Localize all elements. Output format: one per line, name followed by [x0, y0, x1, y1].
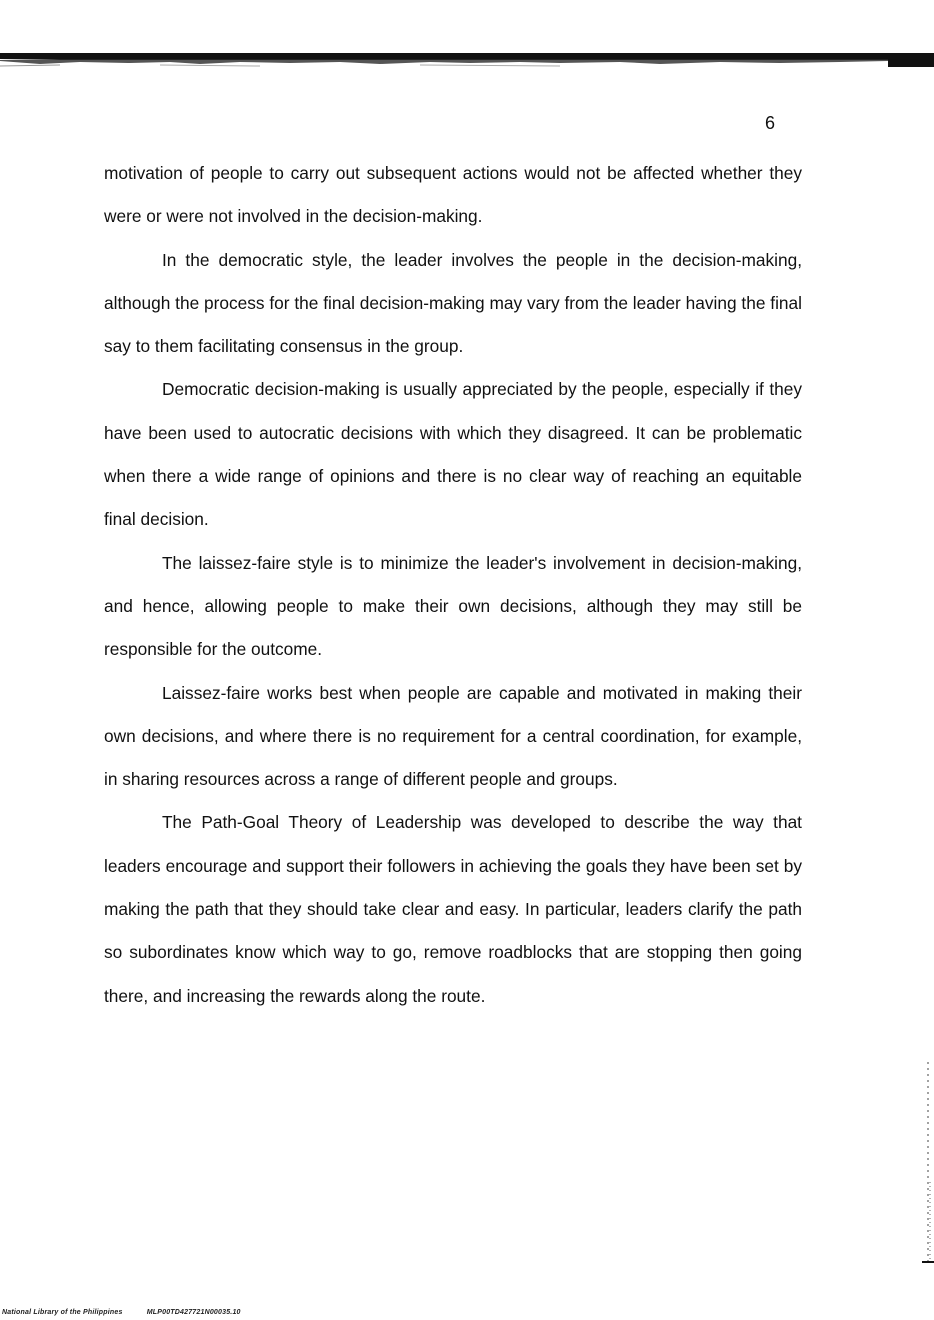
paragraph: The Path-Goal Theory of Leadership was developed to describe the way that leaders encourage and support their followers in achieving the goals they have been set by making the path that they should take clear and easy. In particular, leaders clarify the path so subordinates know which way to go, remove roadblocks that are stopping then going there, and increasing the rewards along the route.: [104, 812, 802, 1006]
scan-border-top: [0, 53, 934, 69]
footer-watermark: [2, 1309, 241, 1316]
scan-margin-marks: [922, 1062, 934, 1272]
page-number: 6: [765, 113, 776, 133]
paragraph: Laissez-faire works best when people are capable and motivated in making their own decisions, and where there is no requirement for a central coordination, for example, in sharing resources across a range of different people and groups.: [104, 682, 802, 790]
body-text: [104, 152, 802, 1018]
paragraph: motivation of people to carry out subsequent actions would not be affected whether they were or were not involved in the decision-making.: [104, 163, 802, 227]
paragraph: Democratic decision-making is usually appreciated by the people, especially if they have been used to autocratic decisions with which they disagreed. It can be problematic when there a wide range of opinions and there is no clear way of reaching an equitable final decision.: [104, 379, 802, 530]
footer-reference: MLP00TD427721N00035.10: [146, 1309, 241, 1316]
paragraph: In the democratic style, the leader involves the people in the decision-making, although the process for the final decision-making may vary from the leader having the final say to them facilitating consensus in the group.: [104, 249, 802, 357]
footer-library: National Library of the Philippines: [2, 1309, 123, 1316]
paragraph: The laissez-faire style is to minimize the leader's involvement in decision-making, and hence, allowing people to make their own decisions, although they may still be responsible for the outcome.: [104, 552, 802, 660]
